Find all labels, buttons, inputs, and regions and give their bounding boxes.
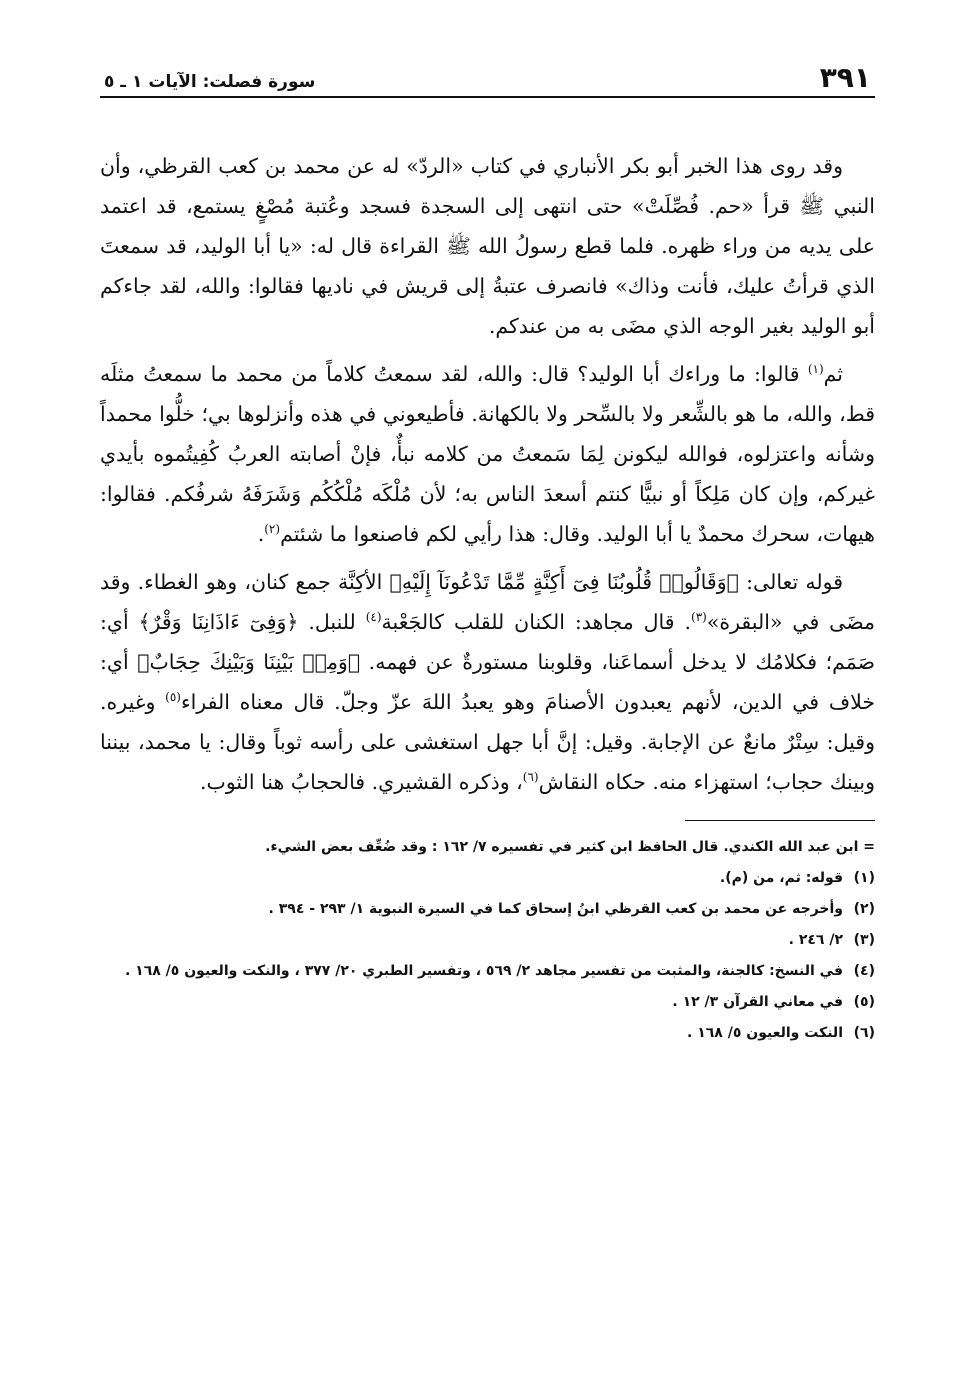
footnote-number: (٣) xyxy=(853,932,875,948)
footnote-text: ٢/ ٢٤٦ . xyxy=(788,932,843,948)
footnote-ref: (٦) xyxy=(522,770,539,785)
paragraph-text: للنبل. xyxy=(298,610,366,634)
paragraph-text: الأكِنَّة جمع كنان، وهو الغطاء. وقد مضَى في «البقرة» xyxy=(100,570,875,634)
main-text xyxy=(100,146,875,802)
paragraph xyxy=(100,146,875,346)
footnote-text: في معاني القرآن ٣/ ١٢ . xyxy=(672,994,843,1010)
footnote-text: النكت والعيون ٥/ ١٦٨ . xyxy=(687,1025,843,1041)
footnote-ref: (٣) xyxy=(691,610,707,625)
paragraph-text: . xyxy=(257,522,265,546)
chapter-title: سورة فصلت: الآيات ١ ـ ٥ xyxy=(104,72,316,92)
paragraph-text: أي: خلاف في الدين، لأنهم يعبدون الأصنامَ وهو يعبدُ اللهَ عزّ وجلّ. قال معناه الفراء xyxy=(100,650,876,714)
footnote-text: وأخرجه عن محمد بن كعب القرظي ابنُ إسحاق كما في السيرة النبوية ١/ ٢٩٣ - ٣٩٤ . xyxy=(268,901,843,917)
footnote-continuation: = ابن عبد الله الكندي. قال الحافظ ابن كثير في تفسيره ٧/ ١٦٢ : وقد ضُعِّف بعض الشيء. xyxy=(265,839,875,855)
footnote-ref: (٤) xyxy=(365,610,382,625)
footnote-item xyxy=(100,959,875,984)
footnote-ref: (٢) xyxy=(264,522,281,537)
paragraph-text: قوله تعالى: xyxy=(738,570,843,594)
footnote-item xyxy=(100,866,875,891)
footnote-number: (٤) xyxy=(853,963,875,979)
book-page xyxy=(100,58,875,1358)
running-header xyxy=(100,58,875,98)
paragraph-text: أي: صَمَم؛ فكلامُك لا يدخل أسماعَنا، وقلوبنا مستورةٌ عن فهمه. xyxy=(100,610,876,674)
footnote-item xyxy=(100,990,875,1015)
paragraph xyxy=(100,354,875,554)
footnote-ref: (٥) xyxy=(165,690,181,705)
footnote-number: (٢) xyxy=(853,901,875,917)
footnote-number: (٥) xyxy=(853,994,875,1010)
paragraph-text: وقد روى هذا الخبر أبو بكر الأنباري في كتاب «الردّ» له عن محمد بن كعب القرظي، وأن النبي ﷺ قرأ «حم. فُصِّلَتْ» حتى انتهى إلى السجدة فسجد وعُتبة مُصْغٍ يستمع، قد اعتمد على يديه من وراء ظهره. فلما قطع رسولُ الله ﷺ القراءة قال له: «يا أبا الوليد، قد سمعتَ الذي قرأتُ عليك، فأنت وذاك» فانصرف عتبةُ إلى قريش في ناديها فقالوا: والله، لقد جاءكم أبو الوليد بغير الوجه الذي مضَى به من عندكم. xyxy=(100,154,875,338)
paragraph-text: . قال مجاهد: الكنان للقلب كالجَعْبة xyxy=(381,610,691,634)
quran-verse: ﴿وَمِنۢ بَيْنِنَا وَبَيْنِكَ حِجَابٌ﴾ xyxy=(137,650,361,674)
paragraph-text: ثم xyxy=(823,362,843,386)
footnote-text: قوله: ثم، من (م). xyxy=(719,870,843,886)
footnote-item xyxy=(100,1021,875,1046)
paragraph-text: ، وذكره القشيري. فالحجابُ هنا الثوب. xyxy=(200,770,523,794)
footnote-divider xyxy=(685,820,875,821)
footnote-item xyxy=(100,897,875,922)
footnote-number: (١) xyxy=(853,870,875,886)
footnotes xyxy=(100,835,875,1046)
quran-verse: ﴿وَقَالُوا۟ قُلُوبُنَا فِىٓ أَكِنَّةٍ مِّمَّا تَدْعُونَآ إِلَيْهِ﴾ xyxy=(389,570,739,594)
paragraph xyxy=(100,562,875,802)
page-number: ٣٩١ xyxy=(819,61,871,94)
footnote-ref: (١) xyxy=(807,362,824,377)
footnote-number: (٦) xyxy=(853,1025,875,1041)
quran-verse: ﴿وَفِىٓ ءَاذَانِنَا وَقْرٌ﴾ xyxy=(138,610,299,634)
footnote-text: في النسخ: كالجنة، والمثبت من تفسير مجاهد ٢/ ٥٦٩ ، وتفسير الطبري ٢٠/ ٣٧٧ ، والنكت والعيون ٥/ ١٦٨ . xyxy=(124,963,843,979)
paragraph-text: وغيره. وقيل: سِتْرٌ مانعٌ عن الإجابة. وقيل: إنَّ أبا جهل استغشى على رأسه ثوباً وقال: يا محمد، بيننا وبينك حجاب؛ استهزاء منه. حكاه النقاش xyxy=(100,690,875,794)
paragraph-text: قالوا: ما وراءك أبا الوليد؟ قال: والله، لقد سمعتُ كلاماً من محمد ما سمعتُ مثلَه قط، والله، ما هو بالشِّعر ولا بالسِّحر ولا بالكهانة. فأطيعوني في هذه وأنزلوها بي؛ خلُّوا محمداً وشأنه واعتزلوه، فوالله ليكونن لِمَا سَمعتُ من كلامه نبأٌ، فإنْ أصابته العربُ كُفِيتُموه بأيدي غيركم، وإن كان مَلِكاً أو نبيًّا كنتم أسعدَ الناس به؛ لأن مُلْكَه مُلْكُكُم وَشَرَفَهُ شرفُكم. فقالوا: هيهات، سحرك محمدٌ يا أبا الوليد. وقال: هذا رأيي لكم فاصنعوا ما شئتم xyxy=(100,362,875,546)
footnote-item xyxy=(100,928,875,953)
